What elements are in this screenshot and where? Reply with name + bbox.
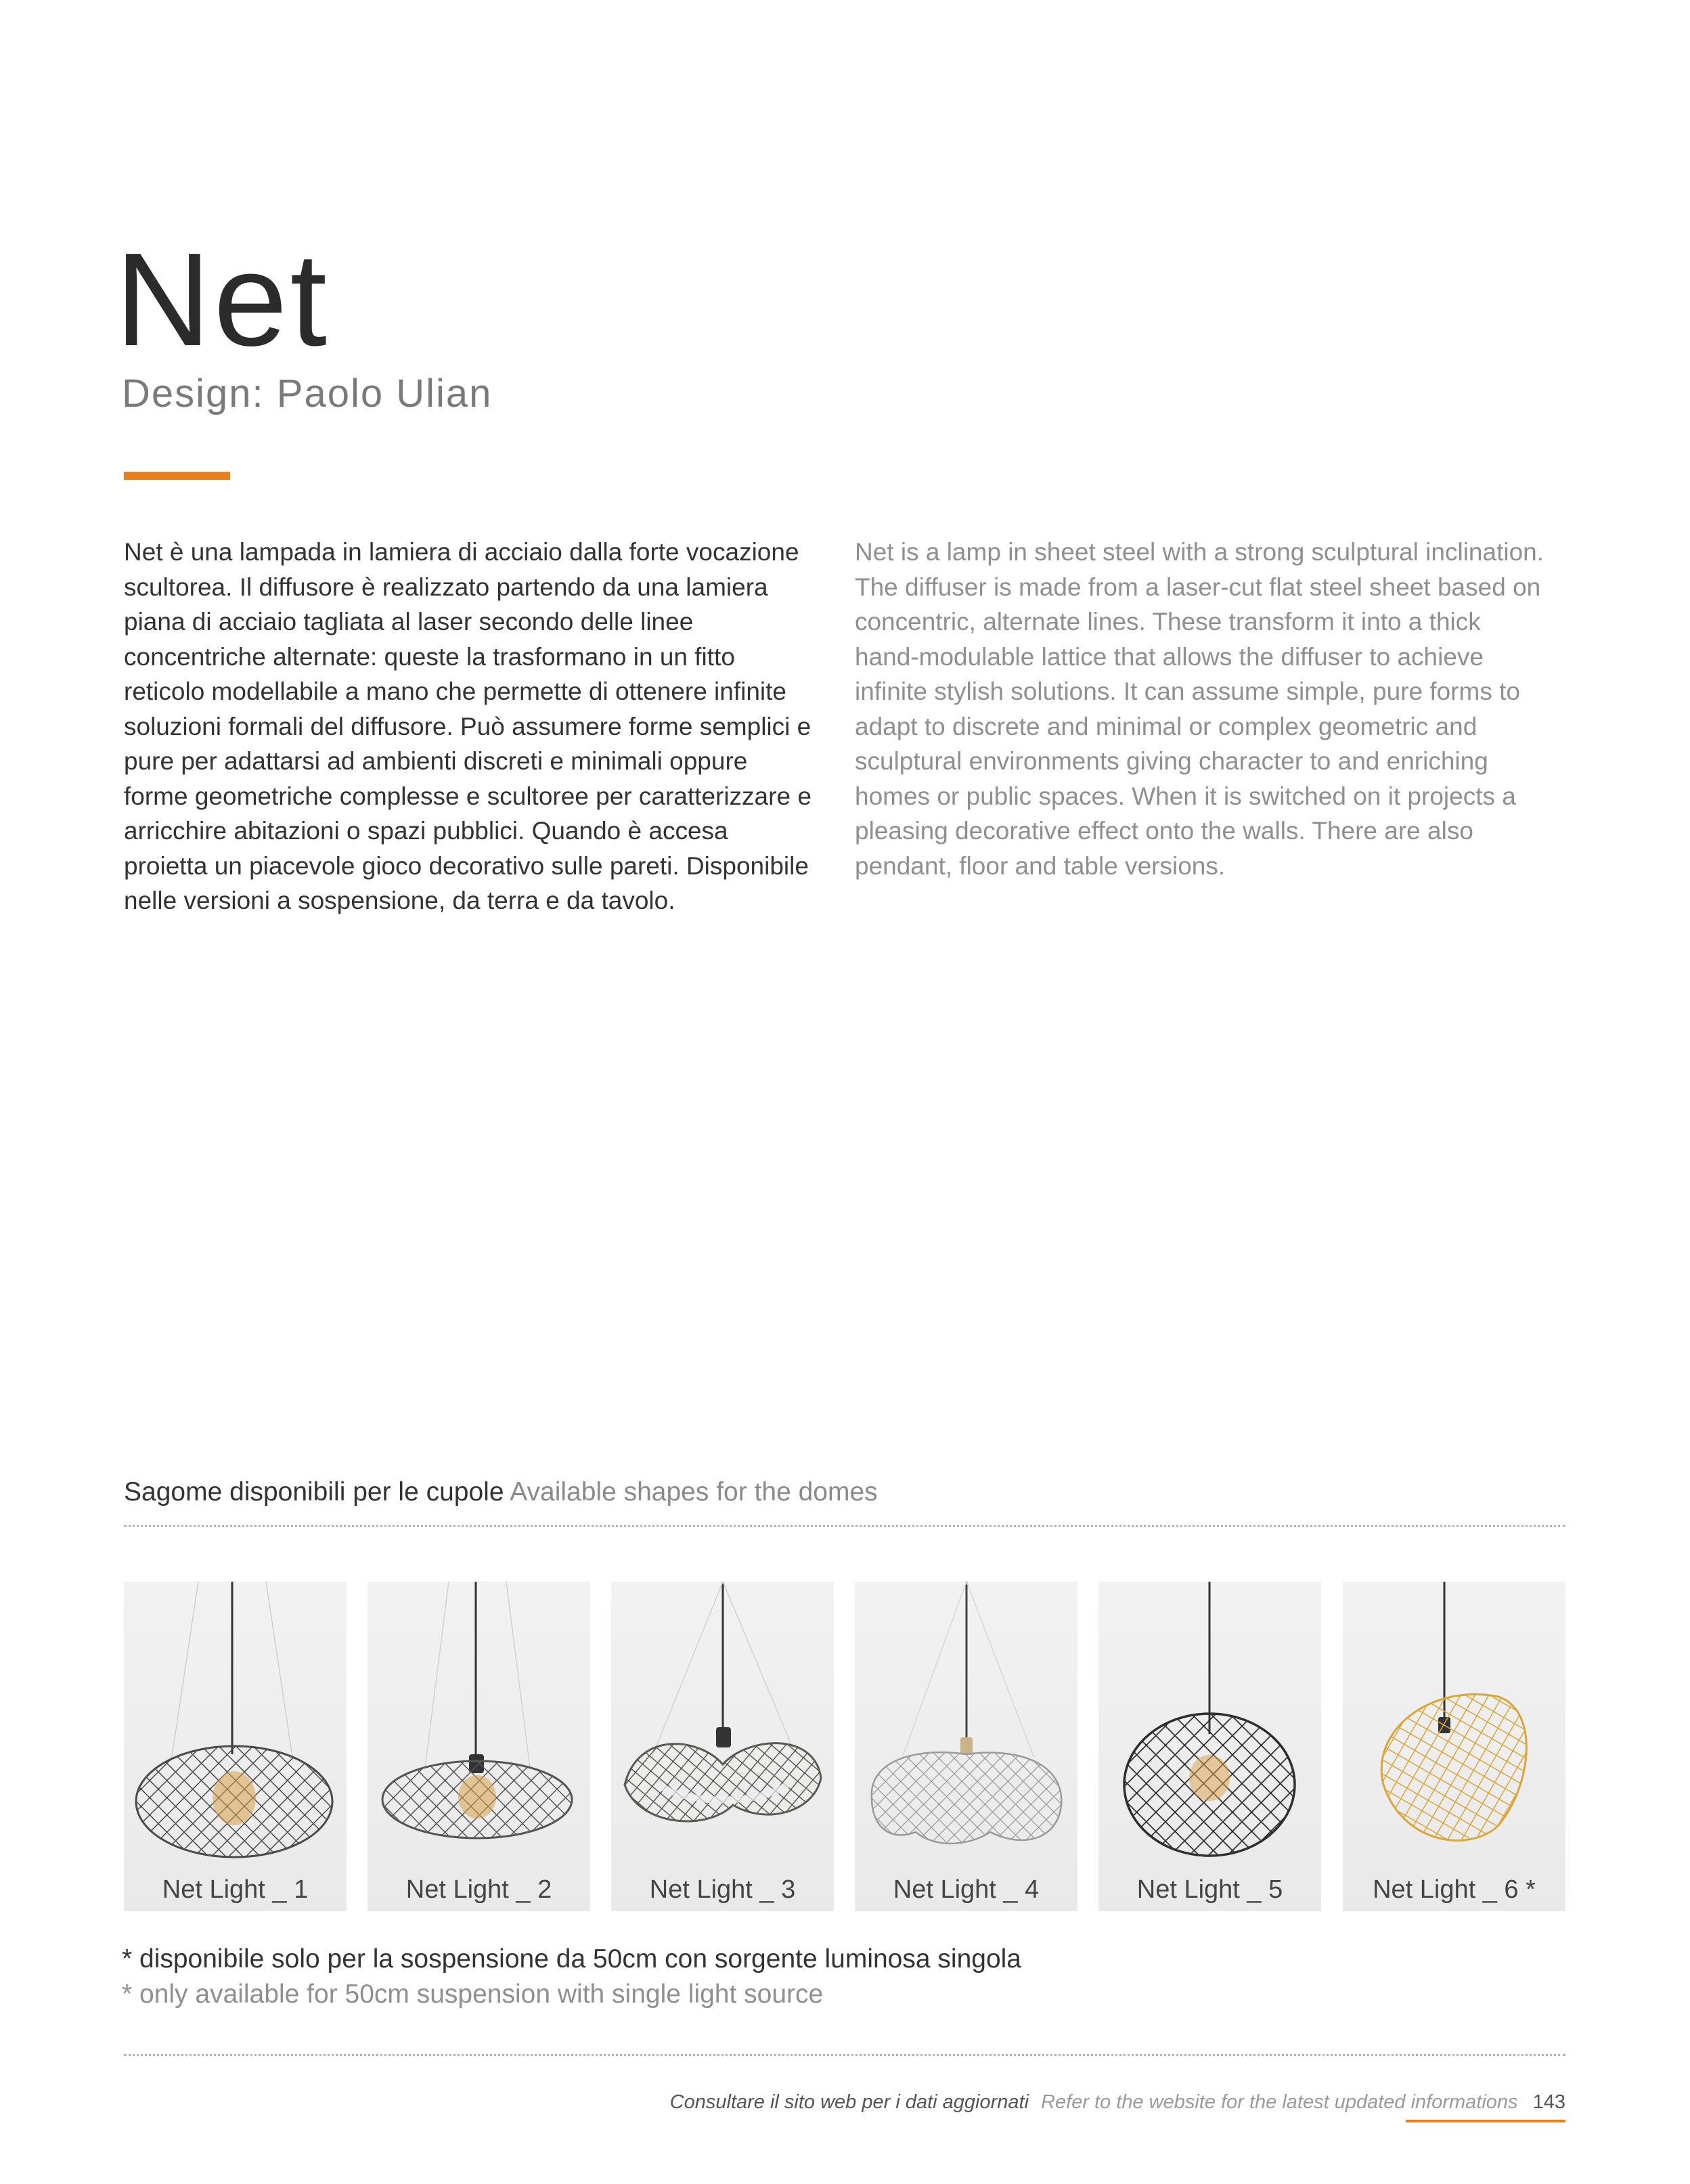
shapes-heading-italian: Sagome disponibili per le cupole xyxy=(124,1477,504,1507)
footer-note-italian: Consultare il sito web per i dati aggiornati xyxy=(669,2091,1029,2113)
shapes-heading-english: Available shapes for the domes xyxy=(510,1477,878,1507)
description-english: Net is a lamp in sheet steel with a strong sculptural inclination. The diffuser is made from a laser-cut flat steel sheet based on concentric, alternate lines. These transform it into a thick hand-modulable lattice that allows the diffuser to achieve infinite stylish solutions. It can assume simple, pure forms to adapt to discrete and minimal or complex geometric and sculptural environments giving character to and enriching homes or public spaces. When it is switched on it projects a pleasing decorative effect onto the walls. There are also pendant, floor and table versions. xyxy=(855,538,1544,880)
shape-tile-4[interactable] xyxy=(855,1582,1077,1911)
net-light-4-image xyxy=(855,1582,1077,1866)
availability-note-italian: * disponibile solo per la sospensione da 50cm con sorgente luminosa singola xyxy=(122,1944,1021,1974)
shapes-gallery xyxy=(124,1582,1565,1911)
shapes-heading xyxy=(124,1479,878,1505)
footer xyxy=(670,2093,1565,2112)
shape-label-5: Net Light _ 5 xyxy=(1136,1875,1283,1904)
net-light-3-image xyxy=(611,1582,834,1866)
shape-tile-2[interactable] xyxy=(368,1582,590,1911)
designer-credit: Design: Paolo Ulian xyxy=(122,372,493,416)
net-light-6-image xyxy=(1343,1582,1565,1866)
net-light-2-image xyxy=(368,1582,590,1866)
page-number: 143 xyxy=(1532,2091,1565,2113)
net-light-5-image xyxy=(1098,1582,1321,1866)
shape-label-3: Net Light _ 3 xyxy=(649,1875,796,1904)
footer-note-english: Refer to the website for the latest updated informations xyxy=(1041,2091,1518,2113)
availability-note-english: * only available for 50cm suspension with single light source xyxy=(122,1980,824,2009)
shape-label-6: Net Light _ 6 * xyxy=(1373,1875,1536,1904)
shape-tile-1[interactable] xyxy=(124,1582,347,1911)
description-italian: Net è una lampada in lamiera di acciaio dalla forte vocazione scultorea. Il diffusore è realizzato partendo da una lamiera piana di acciaio tagliata al laser secondo delle linee concentriche alternate: queste la trasformano in un fitto reticolo modellabile a mano che permette di ottenere infinite soluzioni formali del diffusore. Può assumere forme semplici e pure per adattarsi ad ambienti discreti e minimali oppure forme geometriche complesse e scultoree per caratterizzare e arricchire abitazioni o spazi pubblici. Quando è accesa proietta un piacevole gioco decorativo sulle pareti. Disponibile nelle versioni a sospensione, da terra e da tavolo. xyxy=(124,538,811,914)
product-title: Net xyxy=(115,225,330,374)
section-divider-bottom xyxy=(124,2054,1565,2056)
shape-tile-6[interactable] xyxy=(1343,1582,1565,1911)
shape-label-1: Net Light _ 1 xyxy=(162,1875,309,1904)
shape-tile-5[interactable] xyxy=(1098,1582,1321,1911)
net-light-1-image xyxy=(124,1582,347,1866)
shape-tile-3[interactable] xyxy=(611,1582,834,1911)
footer-accent-line xyxy=(1406,2120,1565,2122)
accent-divider xyxy=(124,472,230,480)
shape-label-2: Net Light _ 2 xyxy=(405,1875,552,1904)
shape-label-4: Net Light _ 4 xyxy=(893,1875,1040,1904)
section-divider-top xyxy=(124,1525,1565,1527)
